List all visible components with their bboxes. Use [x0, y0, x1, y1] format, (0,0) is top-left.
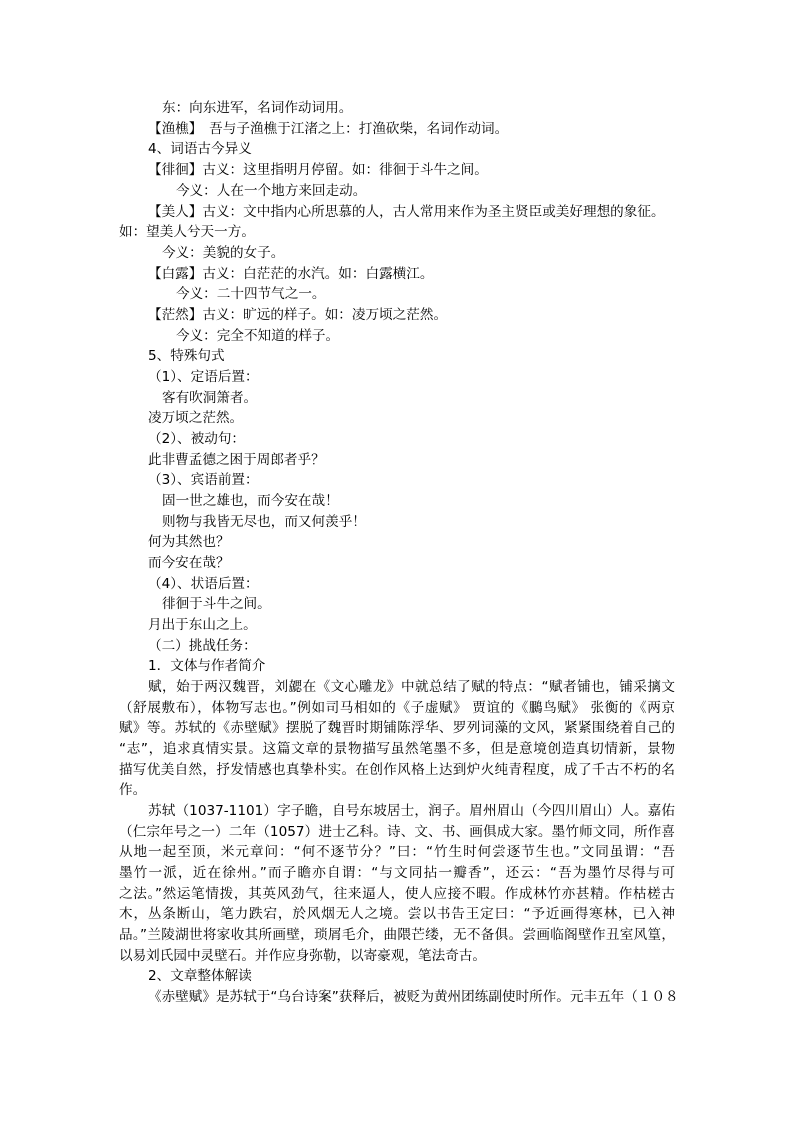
- paragraph-line: “志”，追求真情实景。这篇文章的景物描写虽然笔墨不多，但是意境创造真切情新，景物: [119, 741, 675, 757]
- paragraph-line: 以易刘氏园中灵壁石。并作应身弥勒，以寄豪观，笔法奇古。: [119, 948, 487, 964]
- example-line: 何为其然也？: [148, 534, 230, 550]
- paragraph-line: 苏轼（1037-1101）字子瞻，自号东坡居士，润子。眉州眉山（今四川眉山）人。嘉佑: [148, 803, 675, 819]
- paragraph-line: 之法。”然运笔情拨，其英风劲气，往来逼人，使人应接不暇。作成林竹亦甚精。作枯槎古: [119, 886, 675, 902]
- section-heading: 4、词语古今异义: [148, 141, 252, 157]
- example-line: 而今安在哉？: [148, 555, 230, 571]
- section-heading: 2、文章整体解读: [148, 968, 252, 984]
- paragraph-line: 品。”兰陵湖世将家收其所画壁，琐屑毛介，曲隈芒缕，无不备俱。尝画临阁壁作丑室风篁，: [119, 927, 675, 943]
- subheading: （2）、被动句：: [148, 431, 246, 447]
- section-heading: （二）挑战任务：: [148, 638, 257, 654]
- paragraph-line: 木，丛条断山，笔力跌宕，於风烟无人之境。尝以书告王定曰：“予近画得寒林，已入神: [119, 906, 675, 922]
- paragraph-line: 赋》等。苏轼的《赤壁赋》摆脱了魏晋时期铺陈浮华、罗列词藻的文风，紧紧围绕着自己的: [119, 720, 675, 736]
- paragraph-line: 作。: [119, 782, 147, 798]
- text-line: 今义：美貌的女子。: [162, 245, 285, 261]
- text-line: 如：望美人兮天一方。: [119, 224, 255, 240]
- paragraph-line: （仁宗年号之一）二年（1057）进士乙科。诗、文、书、画俱成大家。墨竹师文同，所作喜: [119, 824, 675, 840]
- example-line: 则物与我皆无尽也，而又何羡乎！: [162, 514, 366, 530]
- example-line: 凌万顷之茫然。: [148, 410, 244, 426]
- paragraph-line: （舒展敷布），体物写志也。”例如司马相如的《子虚赋》 贾谊的《鵩鸟赋》 张衡的《两京: [119, 700, 675, 716]
- text-line: 【渔樵】 吾与子渔樵于江渚之上：打渔砍柴，名词作动词。: [148, 121, 509, 137]
- text-line: 今义：完全不知道的样子。: [176, 328, 340, 344]
- subheading: （3）、宾语前置：: [148, 472, 259, 488]
- example-line: 徘徊于斗牛之间。: [162, 596, 271, 612]
- paragraph-line: 墨竹一派，近在徐州。”而子瞻亦自谓：“与文同拈一瓣香”，还云：“吾为墨竹尽得与可: [119, 865, 675, 881]
- example-line: 固一世之雄也，而今安在哉！: [162, 493, 339, 509]
- section-heading: 1．文体与作者简介: [148, 658, 266, 674]
- paragraph-line: 《赤壁赋》是苏轼于“乌台诗案”获释后，被贬为黄州团练副使时所作。元丰五年（１０８: [148, 989, 679, 1005]
- paragraph-line: 描写优美自然，抒发情感也真挚朴实。在创作风格上达到炉火纯青程度，成了千古不朽的名: [119, 762, 675, 778]
- example-line: 此非曹孟德之困于周郎者乎？: [148, 452, 325, 468]
- paragraph-line: 从地一起至顶，米元章问：“何不逐节分？”曰：“竹生时何尝逐节生也。”文同虽谓：“吾: [119, 844, 675, 860]
- text-line: 今义：二十四节气之一。: [176, 286, 326, 302]
- text-line: 东：向东进军，名词作动词用。: [162, 100, 353, 116]
- subheading: （4）、状语后置：: [148, 576, 259, 592]
- text-line: 【美人】古义：文中指内心所思慕的人，古人常用来作为圣主贤臣或美好理想的象征。: [148, 204, 665, 220]
- section-heading: 5、特殊句式: [148, 348, 225, 364]
- example-line: 客有吹洞箫者。: [162, 390, 258, 406]
- text-line: 今义：人在一个地方来回走动。: [176, 183, 367, 199]
- subheading: （1）、定语后置：: [148, 369, 259, 385]
- text-line: 【白露】古义：白茫茫的水汽。如：白露横江。: [148, 266, 434, 282]
- text-line: 【茫然】古义：旷远的样子。如：凌万顷之茫然。: [148, 307, 448, 323]
- example-line: 月出于东山之上。: [148, 617, 257, 633]
- text-line: 【徘徊】古义：这里指明月停留。如：徘徊于斗牛之间。: [148, 162, 488, 178]
- paragraph-line: 赋，始于两汉魏晋，刘勰在《文心雕龙》中就总结了赋的特点：“赋者铺也，铺采摛文: [148, 679, 675, 695]
